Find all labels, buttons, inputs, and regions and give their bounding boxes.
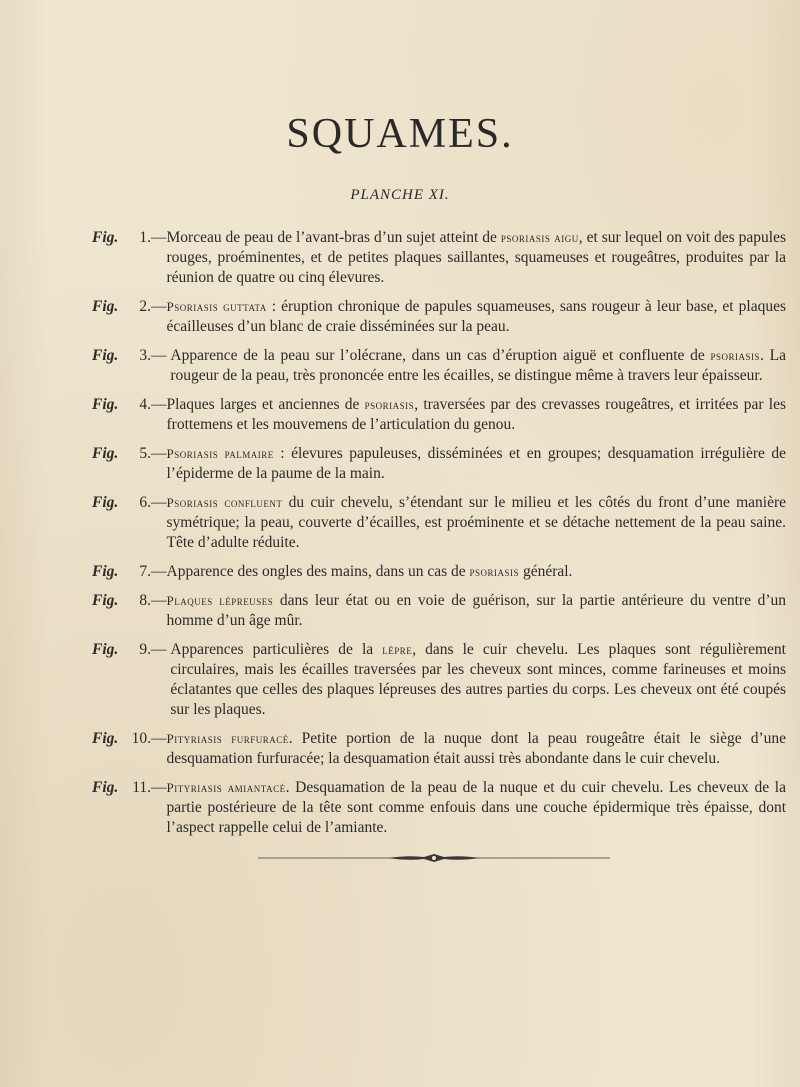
disease-term: psoriasis bbox=[469, 564, 520, 579]
figure-description bbox=[167, 444, 787, 484]
figure-description bbox=[167, 778, 787, 838]
description-text: général. bbox=[519, 563, 573, 580]
figure-dash: — bbox=[151, 779, 167, 796]
figure-dash: — bbox=[151, 592, 167, 609]
figure-label: Fig. bbox=[92, 494, 119, 511]
figure-entry bbox=[92, 228, 786, 288]
figure-label: Fig. bbox=[92, 445, 119, 462]
figure-dash: — bbox=[151, 396, 167, 413]
figure-description bbox=[170, 640, 786, 720]
description-text: du cuir chevelu, s’étendant sur le milieu et les côtés du front d’une manière symétrique; la peau, couverte d’écailles, est proéminente et se détache nettement de la peau saine. Tête d’adulte réduite. bbox=[166, 494, 787, 551]
figure-number: 4. bbox=[139, 396, 151, 413]
figure-number: 3. bbox=[139, 347, 151, 364]
disease-term: Pityriasis furfuracé bbox=[166, 731, 289, 746]
figure-description bbox=[167, 395, 787, 435]
figure-dash: — bbox=[151, 347, 171, 364]
figure-label: Fig. bbox=[92, 592, 119, 609]
description-text: , et sur lequel on voit des papules rouges, proéminentes, et de petites plaques saillantes, squameuses et rougeâtres, produites par la réunion de quatre ou cinq élevures. bbox=[166, 229, 787, 286]
figure-number: 2. bbox=[139, 298, 151, 315]
figure-dash: — bbox=[151, 563, 167, 580]
figure-number: 7. bbox=[139, 563, 151, 580]
figure-dash: — bbox=[151, 298, 167, 315]
description-text: . La rougeur de la peau, très prononcée entre les écailles, se distingue même à travers leur épaisseur. bbox=[170, 347, 786, 384]
description-lead: Morceau de peau de l’avant-bras d’un sujet atteint de bbox=[166, 229, 501, 246]
figure-label: Fig. bbox=[92, 229, 119, 246]
figure-dash: — bbox=[151, 641, 171, 658]
description-text: , traversées par des crevasses rougeâtres, et irritées par les frottemens et les mouvemens de l’articulation du genou. bbox=[166, 396, 786, 433]
figure-number: 5. bbox=[139, 445, 151, 462]
figure-entry bbox=[92, 640, 786, 720]
figure-entry bbox=[92, 729, 786, 769]
description-lead: Apparence des ongles des mains, dans un cas de bbox=[166, 563, 470, 580]
figure-dash: — bbox=[151, 494, 167, 511]
figure-dash: — bbox=[151, 229, 167, 246]
description-text: dans leur état ou en voie de guérison, sur la partie antérieure du ventre d’un homme d’un âge mûr. bbox=[166, 592, 786, 629]
figure-number: 8. bbox=[139, 592, 151, 609]
figure-dash: — bbox=[151, 445, 167, 462]
figure-description bbox=[167, 591, 787, 631]
figure-entry bbox=[92, 562, 786, 582]
disease-term: Psoriasis confluent bbox=[166, 495, 283, 510]
figure-description bbox=[170, 346, 786, 386]
description-text: , dans le cuir chevelu. Les plaques sont régulièrement circulaires, mais les écailles traversées par les cheveux sont minces, comme farineuses et moins éclatantes que celles des plaques lépreuses des autres parties du corps. Les cheveux ont été coupés sur les plaques. bbox=[170, 641, 786, 718]
figure-description bbox=[167, 228, 787, 288]
disease-term: Plaques lépreuses bbox=[166, 593, 274, 608]
figure-number: 11. bbox=[132, 779, 151, 796]
description-lead: Apparence de la peau sur l’olécrane, dans un cas d’éruption aiguë et confluente de bbox=[170, 347, 711, 364]
disease-term: Psoriasis palmaire bbox=[166, 446, 274, 461]
description-text: . Desquamation de la peau de la nuque et du cuir chevelu. Les cheveux de la partie postérieure de la tête sont comme enfouis dans une couche épidermique très épaisse, dont l’aspect rappelle celui de l’amiante. bbox=[166, 779, 786, 836]
figure-dash: — bbox=[151, 730, 167, 747]
figure-entry bbox=[92, 591, 786, 631]
figure-entry bbox=[92, 395, 786, 435]
description-text: : éruption chronique de papules squameuses, sans rougeur à leur base, et plaques écailleuses d’un blanc de craie disséminées sur la peau. bbox=[166, 298, 786, 335]
figure-entry bbox=[92, 493, 786, 553]
disease-term: psoriasis bbox=[710, 348, 761, 363]
description-lead: Apparences particulières de la bbox=[170, 641, 383, 658]
figure-entry bbox=[92, 444, 786, 484]
disease-term: lèpre bbox=[382, 642, 413, 657]
plate-subtitle: PLANCHE XI. bbox=[350, 187, 450, 203]
figure-label: Fig. bbox=[92, 347, 119, 364]
description-lead: Plaques larges et anciennes de bbox=[166, 396, 365, 413]
figure-number: 10. bbox=[131, 730, 151, 747]
disease-term: psoriasis bbox=[364, 397, 415, 412]
disease-term: psoriasis aigu bbox=[500, 230, 579, 245]
description-text: . Petite portion de la nuque dont la peau rougeâtre était le siège d’une desquamation furfuracée; la desquamation était aussi très abondante dans le cuir chevelu. bbox=[166, 730, 787, 767]
figure-description bbox=[167, 729, 787, 769]
figure-label: Fig. bbox=[92, 730, 119, 747]
figure-label: Fig. bbox=[92, 779, 119, 796]
figure-description bbox=[167, 562, 787, 582]
figure-number: 6. bbox=[139, 494, 151, 511]
figure-label: Fig. bbox=[92, 563, 119, 580]
disease-term: Pityriasis amiantacé bbox=[166, 780, 286, 795]
page-title: SQUAMES. bbox=[286, 111, 514, 157]
figure-description bbox=[167, 493, 787, 553]
ornament-divider-icon bbox=[258, 852, 610, 864]
figure-label: Fig. bbox=[92, 298, 119, 315]
description-text: : élevures papuleuses, disséminées et en groupes; desquamation irrégulière de l’épiderme de la paume de la main. bbox=[166, 445, 786, 482]
figure-label: Fig. bbox=[92, 641, 119, 658]
figure-entry bbox=[92, 346, 786, 386]
figure-entry bbox=[92, 297, 786, 337]
figure-description bbox=[167, 297, 787, 337]
disease-term: Psoriasis guttata bbox=[166, 299, 267, 314]
figure-number: 9. bbox=[139, 641, 151, 658]
figure-entry bbox=[92, 778, 786, 838]
figure-list bbox=[92, 228, 786, 847]
figure-label: Fig. bbox=[92, 396, 119, 413]
figure-number: 1. bbox=[139, 229, 151, 246]
